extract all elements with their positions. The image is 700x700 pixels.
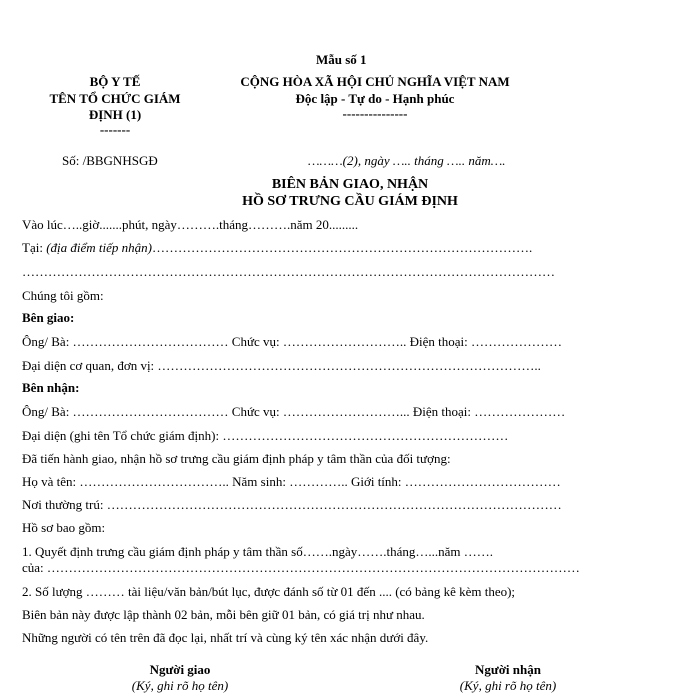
giver-heading: Bên giao: — [22, 310, 75, 325]
giver-person-line: Ông/ Bà: ……………………………… Chức vụ: ……………………….. Điện thoại: ………………… — [22, 334, 563, 349]
handover-line: Đã tiến hành giao, nhận hồ sơ trưng cầu giám định pháp y tâm thần của đối tượng: — [22, 451, 451, 466]
time-line: Vào lúc…..giờ.......phút, ngày……….tháng……….năm 20......... — [22, 217, 359, 232]
org-name-line1: TÊN TỔ CHỨC GIÁM — [49, 91, 181, 106]
giver-signature-note: (Ký, ghi rõ họ tên) — [131, 678, 229, 693]
place-and-date: ………(2), ngày ….. tháng ….. năm…. — [308, 153, 506, 168]
place-line — [22, 240, 532, 256]
org-name-line2: ĐỊNH (1) — [88, 107, 142, 122]
ministry-name: BỘ Y TẾ — [89, 74, 141, 89]
document-title-line1: BIÊN BẢN GIAO, NHẬN — [271, 177, 429, 192]
subject-line: Họ và tên: …………………………….. Năm sinh: ………….. Giới tính: ……………………………… — [22, 474, 561, 489]
form-number: Mẫu số 1 — [316, 52, 367, 67]
org-divider: ------- — [99, 122, 131, 137]
dossier-item-1-continued: của: …………………………………………………………………………………………………………… — [22, 560, 580, 575]
dossier-heading: Hồ sơ bao gồm: — [22, 520, 106, 535]
document-title-line2: HỒ SƠ TRƯNG CẦU GIÁM ĐỊNH — [242, 194, 458, 209]
place-label: Tại: — [22, 240, 47, 255]
we-are-line: Chúng tôi gồm: — [22, 288, 104, 303]
place-dots: ……………………………………………………………………………. — [151, 240, 533, 255]
receiver-representative-line: Đại diện (ghi tên Tổ chức giám định): ………………………………………………………… — [22, 428, 509, 443]
giver-representative-line: Đại diện cơ quan, đơn vị: …………………………………………………………………………….. — [22, 358, 541, 373]
document-number: Số: /BBGNHSGĐ — [62, 153, 158, 168]
place-line-continued: …………………………………………………………………………………………………………… — [22, 264, 555, 279]
residence-line: Nơi thường trú: …………………………………………………………………………………………… — [22, 497, 562, 512]
receiver-signature-note: (Ký, ghi rõ họ tên) — [459, 678, 557, 693]
dossier-item-2: 2. Số lượng ……… tài liệu/văn bản/bút lục, được đánh số từ 01 đến .... (có bảng kê kèm theo); — [22, 584, 516, 599]
agreement-line: Những người có tên trên đã đọc lại, nhất trí và cùng ký tên xác nhận dưới đây. — [22, 630, 429, 645]
giver-signature-title: Người giao — [149, 662, 211, 677]
receiver-heading: Bên nhận: — [22, 380, 80, 395]
receiver-signature-title: Người nhận — [475, 662, 541, 677]
place-hint: (địa điểm tiếp nhận) — [46, 240, 152, 255]
dossier-item-1: 1. Quyết định trưng cầu giám định pháp y tâm thần số…….ngày…….tháng…...năm ……. — [22, 544, 494, 559]
motto-divider: --------------- — [342, 106, 408, 121]
copies-line: Biên bản này được lập thành 02 bản, mỗi bên giữ 01 bản, có giá trị như nhau. — [22, 607, 425, 622]
national-motto: Độc lập - Tự do - Hạnh phúc — [295, 91, 455, 106]
republic-name: CỘNG HÒA XÃ HỘI CHỦ NGHĨA VIỆT NAM — [240, 74, 510, 89]
receiver-person-line: Ông/ Bà: ……………………………… Chức vụ: ………………………... Điện thoại: ………………… — [22, 404, 566, 419]
